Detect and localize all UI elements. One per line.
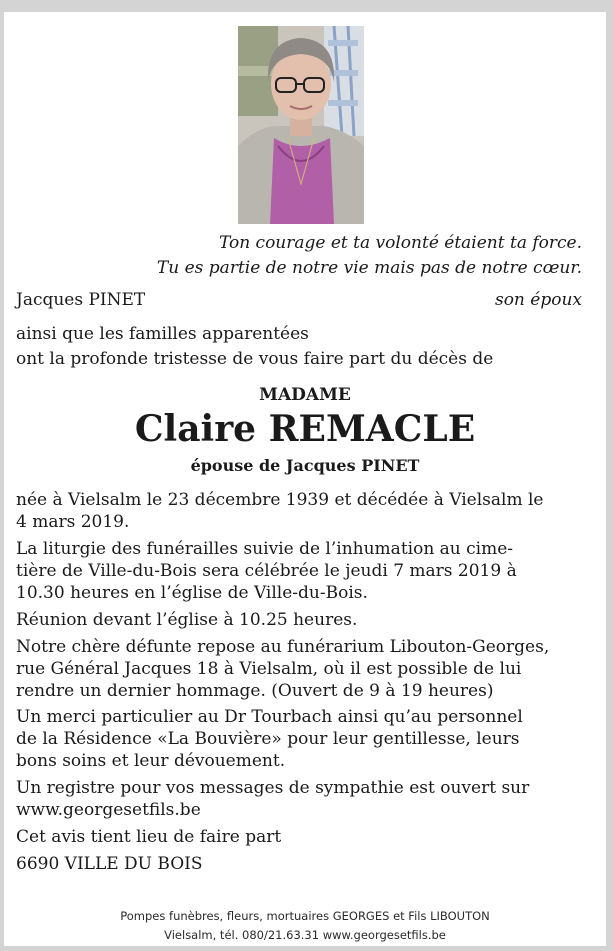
birth-death-paragraph [16,489,592,533]
footer-line-2: Vielsalm, tél. 080/21.63.31 www.georgesetfils.be [164,928,446,942]
deceased-relation: épouse de Jacques PINET [190,456,420,475]
obituary-notice [4,12,606,946]
quote-line-2: Tu es partie de notre vie mais pas de notre cœur. [156,258,582,278]
rest-paragraph [16,636,592,702]
spouse-role: son époux [494,290,582,310]
funeral-paragraph [16,538,592,604]
notice-paragraph: Cet avis tient lieu de faire part [16,827,282,847]
text-line: 4 mars 2019. [16,512,130,532]
text-line: rue Général Jacques 18 à Vielsalm, où il est possible de lui [16,659,522,679]
address-paragraph: 6690 VILLE DU BOIS [16,854,203,874]
intro-text [16,322,493,372]
spouse-name: Jacques PINET [16,290,146,310]
text-line: Un registre pour vos messages de sympathie est ouvert sur [16,778,530,798]
text-line: La liturgie des funérailles suivie de l’inhumation au cime- [16,539,514,559]
deceased-name: Claire REMACLE [134,408,476,450]
registry-paragraph [16,777,592,821]
text-line: 10.30 heures en l’église de Ville-du-Bois. [16,583,368,603]
quote-line-1: Ton courage et ta volonté étaient ta force. [218,233,582,253]
text-line: née à Vielsalm le 23 décembre 1939 et décédée à Vielsalm le [16,490,544,510]
portrait-photo [238,26,364,224]
text-line: bons soins et leur dévouement. [16,751,286,771]
text-line: de la Résidence «La Bouvière» pour leur gentillesse, leurs [16,729,520,749]
meeting-paragraph: Réunion devant l’église à 10.25 heures. [16,610,358,630]
text-line: Notre chère défunte repose au funérarium Libouton-Georges, [16,637,550,657]
notice-body [16,489,592,880]
text-line: rendre un dernier hommage. (Ouvert de 9 à 19 heures) [16,681,494,701]
website-link[interactable]: www.georgesetfils.be [16,800,201,820]
quote [157,231,582,281]
footer [4,907,606,945]
text-line: Un merci particulier au Dr Tourbach ainsi qu’au personnel [16,707,523,727]
footer-line-1: Pompes funèbres, fleurs, mortuaires GEORGES et Fils LIBOUTON [120,909,490,923]
spouse-row [16,288,582,312]
intro-line-2: ont la profonde tristesse de vous faire part du décès de [16,349,494,369]
text-line: tière de Ville-du-Bois sera célébrée le jeudi 7 mars 2019 à [16,561,517,581]
deceased-title: MADAME [259,385,351,405]
thanks-paragraph [16,706,592,772]
intro-line-1: ainsi que les familles apparentées [16,324,309,344]
